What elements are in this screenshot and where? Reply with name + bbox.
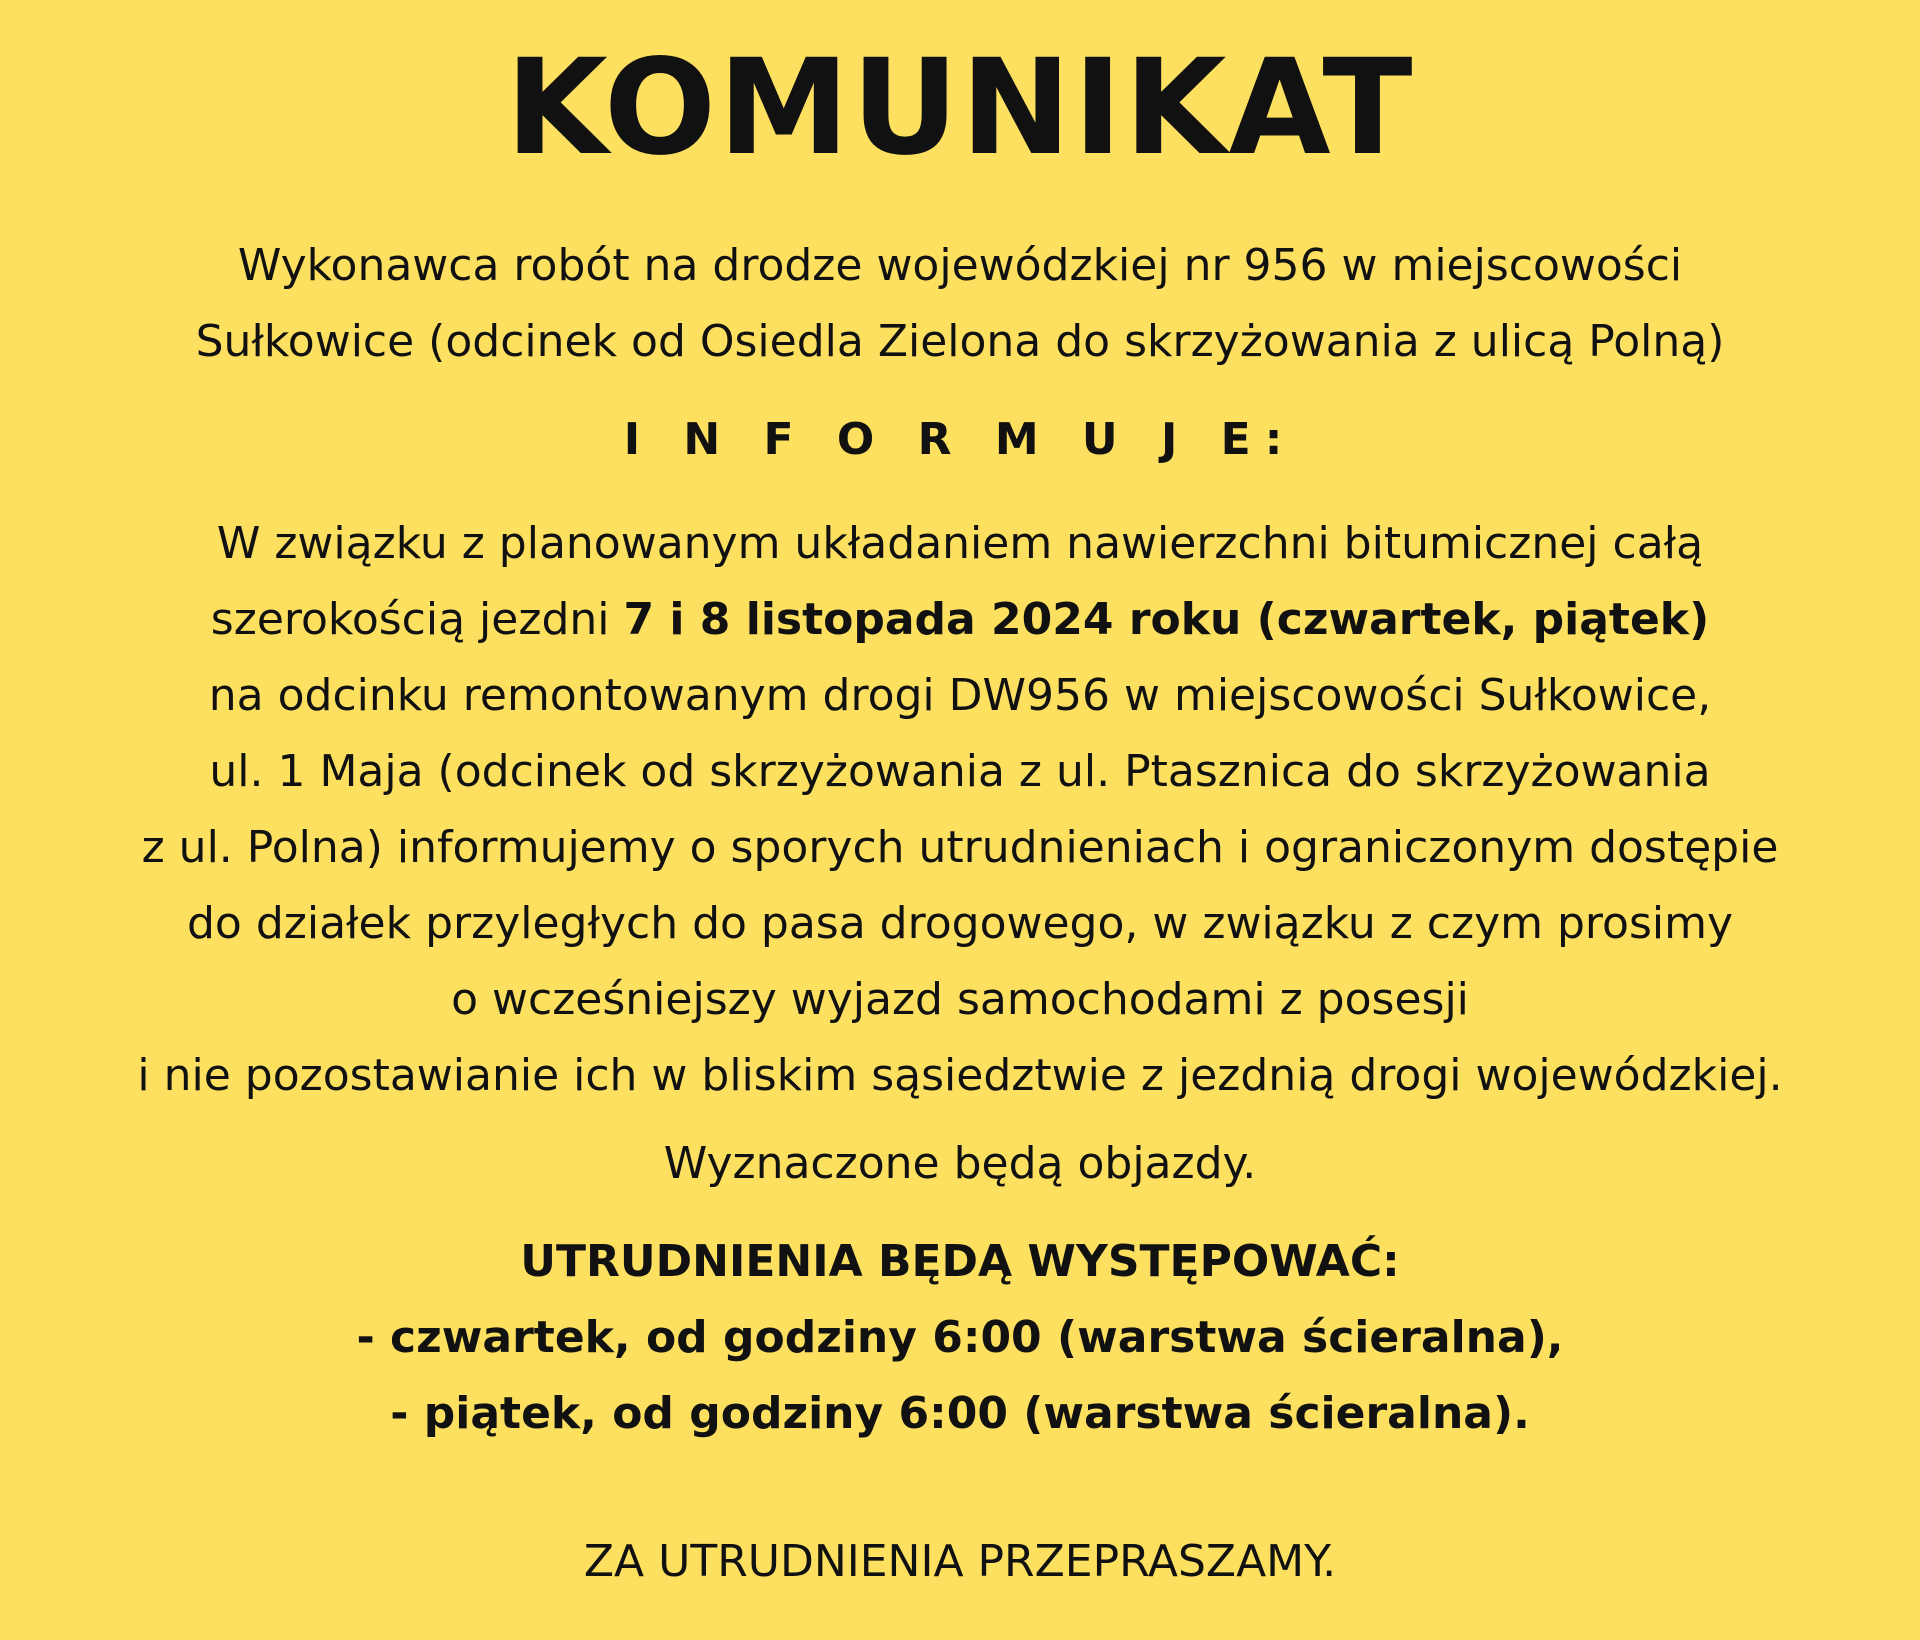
notice-title: KOMUNIKAT — [505, 31, 1415, 185]
body-line-with-dates — [0, 582, 1920, 658]
apology-note: ZA UTRUDNIENIA PRZEPRASZAMY. — [583, 1536, 1337, 1587]
contractor-intro — [0, 228, 1920, 380]
informs-heading: I N F O R M U J E: — [623, 414, 1297, 465]
intro-line: Wykonawca robót na drodze wojewódzkiej nr 956 w miejscowości — [237, 240, 1683, 291]
difficulties-section — [0, 1224, 1920, 1452]
body-line: do działek przyległych do pasa drogowego, w związku z czym prosimy — [187, 898, 1733, 949]
body-line: W związku z planowanym układaniem nawierzchni bitumicznej całą — [216, 518, 1704, 569]
body-line: i nie pozostawianie ich w bliskim sąsiedztwie z jezdnią drogi wojewódzkiej. — [137, 1050, 1783, 1101]
difficulty-item: - piątek, od godziny 6:00 (warstwa ścieralna). — [390, 1388, 1530, 1439]
notice-body — [0, 506, 1920, 1114]
body-line: o wcześniejszy wyjazd samochodami z posesji — [451, 974, 1469, 1025]
intro-line: Sułkowice (odcinek od Osiedla Zielona do skrzyżowania z ulicą Polną) — [195, 316, 1725, 367]
difficulty-item: - czwartek, od godziny 6:00 (warstwa ścieralna), — [356, 1312, 1564, 1363]
work-dates: 7 i 8 listopada 2024 roku (czwartek, piątek) — [623, 594, 1710, 645]
body-line: z ul. Polna) informujemy o sporych utrudnieniach i ograniczonym dostępie — [141, 822, 1779, 873]
body-line: ul. 1 Maja (odcinek od skrzyżowania z ul. Ptasznica do skrzyżowania — [209, 746, 1711, 797]
body-text-prefix: szerokością jezdni — [210, 594, 624, 645]
detours-note: Wyznaczone będą objazdy. — [663, 1138, 1257, 1189]
body-line: na odcinku remontowanym drogi DW956 w miejscowości Sułkowice, — [208, 670, 1712, 721]
difficulties-heading: UTRUDNIENIA BĘDĄ WYSTĘPOWAĆ: — [520, 1236, 1400, 1287]
